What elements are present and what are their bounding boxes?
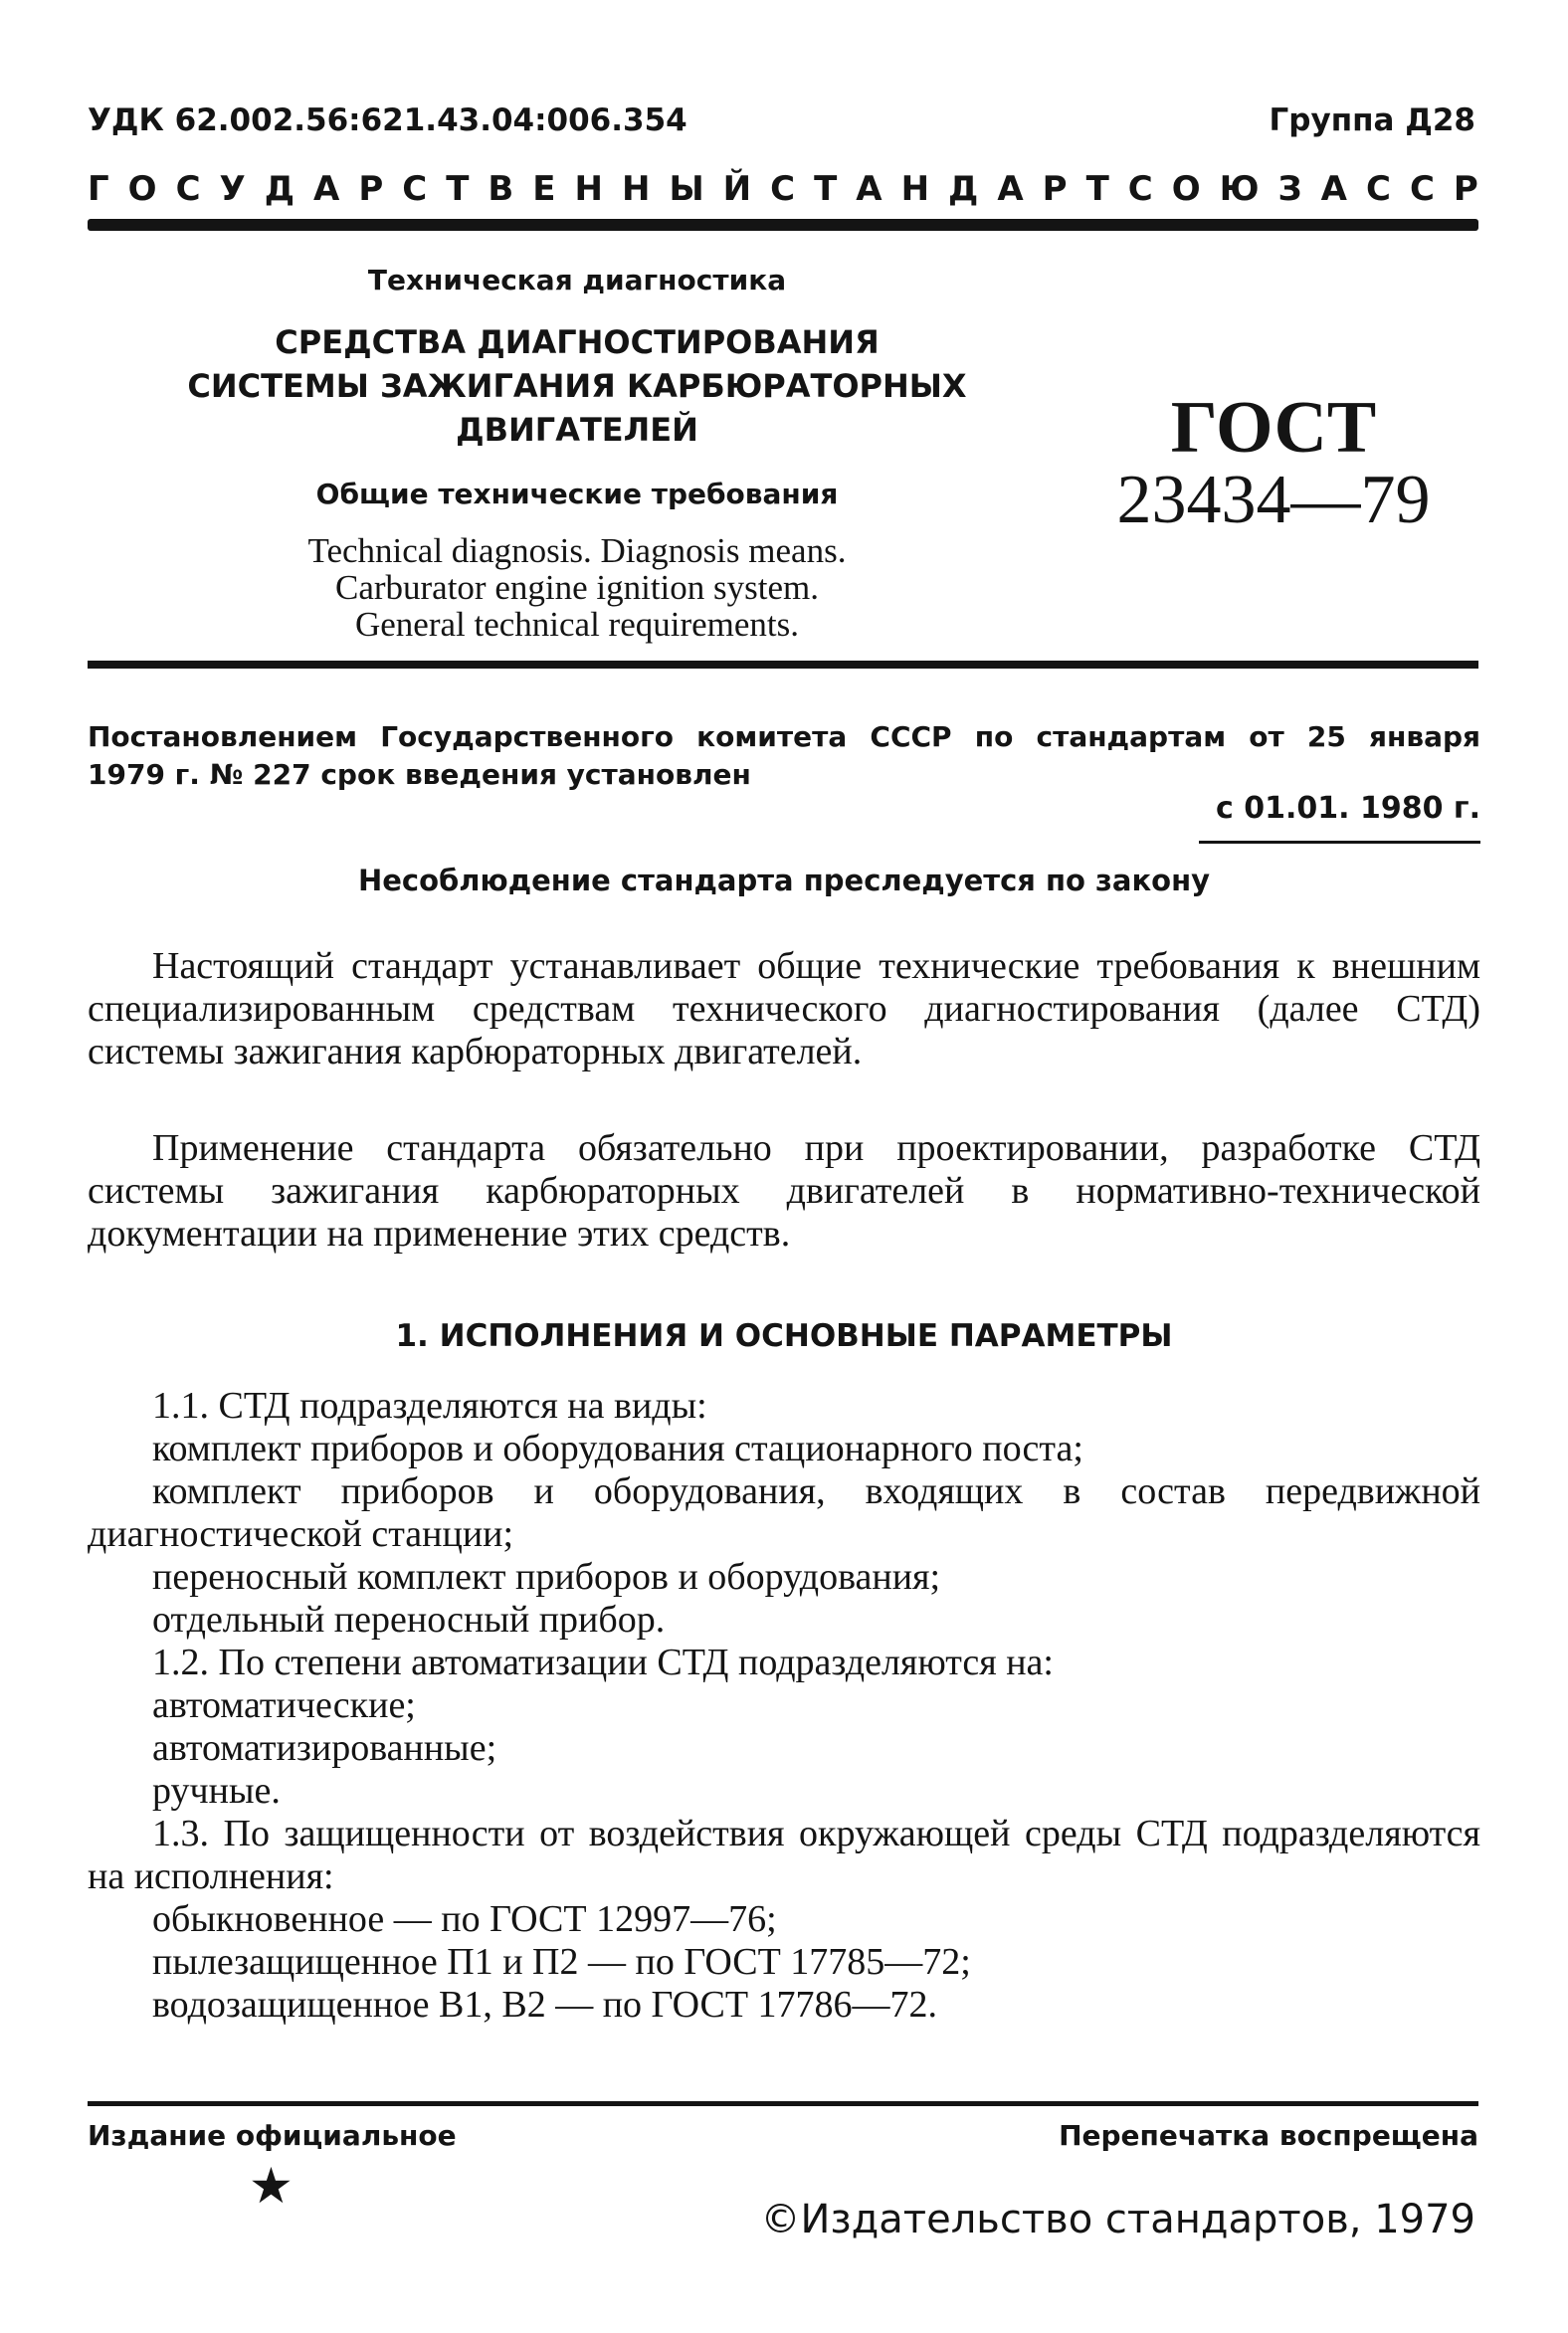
- banner-word: ССР: [1366, 169, 1497, 209]
- list-item: автоматические;: [152, 1684, 416, 1726]
- banner-word: СТАНДАРТ: [770, 169, 1128, 209]
- top-rule: [88, 219, 1478, 231]
- intro-paragraph-1: Настоящий стандарт устанавливает общие технические требования к внешним специализированным средствам технического диагностирования (далее СТД) системы зажигания карбюраторных двигателей.: [88, 945, 1480, 1072]
- title-line: ДВИГАТЕЛЕЙ: [456, 411, 698, 449]
- udk-code: УДК 62.002.56:621.43.04:006.354: [88, 102, 687, 138]
- list-item: обыкновенное — по ГОСТ 12997—76;: [152, 1898, 777, 1940]
- legal-warning: Несоблюдение стандарта преследуется по закону: [357, 864, 1211, 897]
- banner-word: ГОСУДАРСТВЕННЫЙ: [88, 169, 771, 209]
- title-en-line: Carburator engine ignition system.: [334, 568, 820, 607]
- list-item: водозащищенное В1, В2 — по ГОСТ 17786—72.: [152, 1984, 938, 2026]
- title-russian: [179, 320, 975, 452]
- section-heading: 1. ИСПОЛНЕНИЯ И ОСНОВНЫЕ ПАРАМЕТРЫ: [395, 1318, 1173, 1354]
- intro-paragraph-2: Применение стандарта обязательно при проектировании, разработке СТД системы зажигания карбюраторных двигателей в нормативно-технической документации на применение этих средств.: [88, 1127, 1480, 1255]
- list-item: автоматизированные;: [152, 1727, 497, 1769]
- title-line: СИСТЕМЫ ЗАЖИГАНИЯ КАРБЮРАТОРНЫХ: [187, 367, 967, 405]
- gost-label: ГОСТ: [1170, 387, 1377, 469]
- list-item: ручные.: [152, 1770, 281, 1812]
- title-english: [179, 532, 975, 643]
- title-en-line: General technical requirements.: [354, 605, 800, 644]
- middle-rule: [88, 661, 1478, 669]
- title-en-line: Technical diagnosis. Diagnosis means.: [307, 531, 847, 570]
- effective-date: с 01.01. 1980 г.: [1216, 791, 1480, 826]
- subtitle-russian: Общие технические требования: [315, 478, 839, 510]
- list-item: комплект приборов и оборудования, входящих в состав передвижной диагностической станции;: [88, 1470, 1480, 1555]
- state-standard-banner: [88, 169, 1497, 209]
- decree-line: Постановлением Государственного комитета СССР по стандартам от 25 января: [88, 720, 1480, 753]
- title-line: СРЕДСТВА ДИАГНОСТИРОВАНИЯ: [275, 323, 880, 361]
- decree-line: 1979 г. № 227 срок введения установлен: [88, 758, 751, 791]
- list-item: переносный комплект приборов и оборудования;: [152, 1556, 941, 1598]
- banner-word: СОЮЗА: [1127, 169, 1366, 209]
- bottom-rule: [88, 2101, 1478, 2106]
- decree-text: [88, 718, 1480, 794]
- publisher-copyright: ©Издательство стандартов, 1979: [760, 2197, 1475, 2242]
- group-code: Группа Д28: [1269, 102, 1475, 138]
- clause-1-3: 1.3. По защищенности от воздействия окружающей среды СТД подразделяются на исполнения:: [88, 1813, 1480, 1897]
- category-heading: Техническая диагностика: [367, 264, 787, 296]
- date-underline: [1199, 841, 1480, 844]
- star-icon: ★: [249, 2157, 294, 2215]
- list-item: отдельный переносный прибор.: [152, 1599, 666, 1641]
- clause-1-1: 1.1. СТД подразделяются на виды:: [152, 1385, 707, 1427]
- list-item: пылезащищенное П1 и П2 — по ГОСТ 17785—72;: [152, 1941, 971, 1983]
- list-item: комплект приборов и оборудования стационарного поста;: [152, 1428, 1083, 1469]
- clause-1-2: 1.2. По степени автоматизации СТД подразделяются на:: [152, 1642, 1054, 1683]
- gost-number: 23434—79: [1116, 462, 1431, 538]
- official-edition: Издание официальное: [88, 2119, 457, 2152]
- reprint-notice: Перепечатка воспрещена: [1059, 2119, 1478, 2152]
